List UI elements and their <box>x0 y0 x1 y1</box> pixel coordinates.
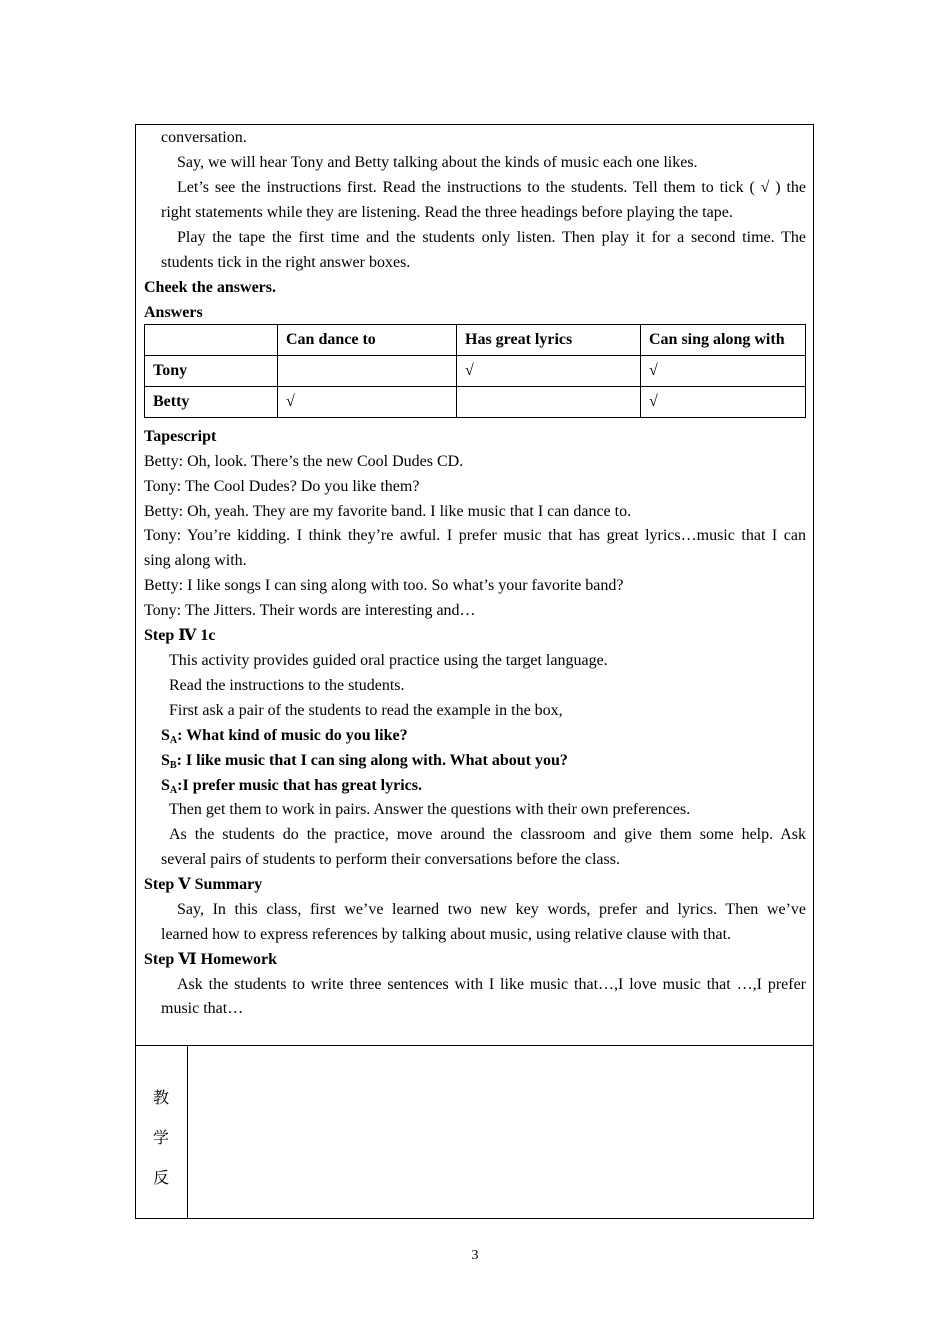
tapescript-line: Tony: The Cool Dudes? Do you like them? <box>144 478 420 495</box>
speaker-label: S <box>161 777 170 794</box>
tapescript-heading: Tapescript <box>144 428 217 445</box>
text-line: Read the instructions to the students. <box>169 677 405 694</box>
reflection-label-char: 反 <box>153 1168 170 1187</box>
dialogue-text: : I like music that I can sing along with. What about you? <box>176 752 568 769</box>
speaker-subscript: A <box>169 785 178 796</box>
step-4-heading: Step Ⅳ 1c <box>144 627 216 644</box>
page-number: 3 <box>471 1248 479 1263</box>
speaker-label: S <box>161 727 170 744</box>
tapescript-line: Betty: Oh, look. There’s the new Cool Dudes CD. <box>144 453 464 470</box>
text-line: Then get them to work in pairs. Answer the questions with their own preferences. <box>169 801 691 818</box>
dialogue-line <box>161 751 568 776</box>
text-line: Say, we will hear Tony and Betty talking about the kinds of music each one likes. <box>177 154 698 171</box>
text-line: Say, In this class, first we’ve learned two new key words, prefer and lyrics. Then we’ve <box>177 901 806 918</box>
text-line: Let’s see the instructions first. Read the instructions to the students. Tell them to tick ( √ ) the <box>177 179 806 196</box>
text-line: learned how to express references by talking about music, using relative clause with that. <box>161 926 732 943</box>
table-row <box>145 356 806 387</box>
tapescript-line: sing along with. <box>144 552 247 569</box>
table-cell <box>457 387 641 418</box>
speaker-subscript: A <box>169 735 178 746</box>
table-cell <box>278 356 457 387</box>
tapescript-line: Tony: The Jitters. Their words are interesting and… <box>144 602 476 619</box>
text-line: Ask the students to write three sentences with I like music that…,I love music that …,I prefer <box>177 976 806 993</box>
table-cell: √ <box>641 356 806 387</box>
text-line: As the students do the practice, move around the classroom and give them some help. Ask <box>169 826 806 843</box>
tapescript-line: Tony: You’re kidding. I think they’re awful. I prefer music that has great lyrics…music that I can <box>144 527 806 544</box>
table-cell: √ <box>457 356 641 387</box>
table-cell: Tony <box>145 356 278 387</box>
text-line: Play the tape the first time and the students only listen. Then play it for a second time. The <box>177 229 806 246</box>
table-cell: Betty <box>145 387 278 418</box>
dialogue-text: :I prefer music that has great lyrics. <box>177 777 422 794</box>
text-line: students tick in the right answer boxes. <box>161 254 411 271</box>
dialogue-line <box>161 776 422 801</box>
speaker-label: S <box>161 752 170 769</box>
reflection-label-char: 教 <box>153 1088 170 1107</box>
table-header-cell: Can dance to <box>278 325 457 356</box>
table-cell: √ <box>641 387 806 418</box>
answers-heading: Answers <box>144 304 203 321</box>
text-line: music that… <box>161 1000 244 1017</box>
table-header-cell: Can sing along with <box>641 325 806 356</box>
dialogue-text: : What kind of music do you like? <box>177 727 408 744</box>
text-line: First ask a pair of the students to read the example in the box, <box>169 702 563 719</box>
reflection-label-char: 学 <box>153 1128 170 1147</box>
table-cell: √ <box>278 387 457 418</box>
text-line: conversation. <box>161 129 247 146</box>
table-header-cell: Has great lyrics <box>457 325 641 356</box>
text-line: right statements while they are listening. Read the three headings before playing the tape. <box>161 204 733 221</box>
table-row <box>145 387 806 418</box>
step-5-heading: Step Ⅴ Summary <box>144 876 263 893</box>
dialogue-line <box>161 726 408 751</box>
tapescript-line: Betty: I like songs I can sing along with too. So what’s your favorite band? <box>144 577 624 594</box>
check-answers-heading: Cheek the answers. <box>144 279 276 296</box>
answers-table <box>144 324 806 418</box>
table-header-cell <box>145 325 278 356</box>
speaker-subscript: B <box>169 760 177 771</box>
text-line: several pairs of students to perform their conversations before the class. <box>161 851 620 868</box>
step-6-heading: Step Ⅵ Homework <box>144 951 278 968</box>
reflection-column-divider <box>187 1045 188 1219</box>
table-header-row <box>145 325 806 356</box>
section-divider <box>135 1045 814 1046</box>
tapescript-line: Betty: Oh, yeah. They are my favorite band. I like music that I can dance to. <box>144 503 632 520</box>
text-line: This activity provides guided oral practice using the target language. <box>169 652 608 669</box>
